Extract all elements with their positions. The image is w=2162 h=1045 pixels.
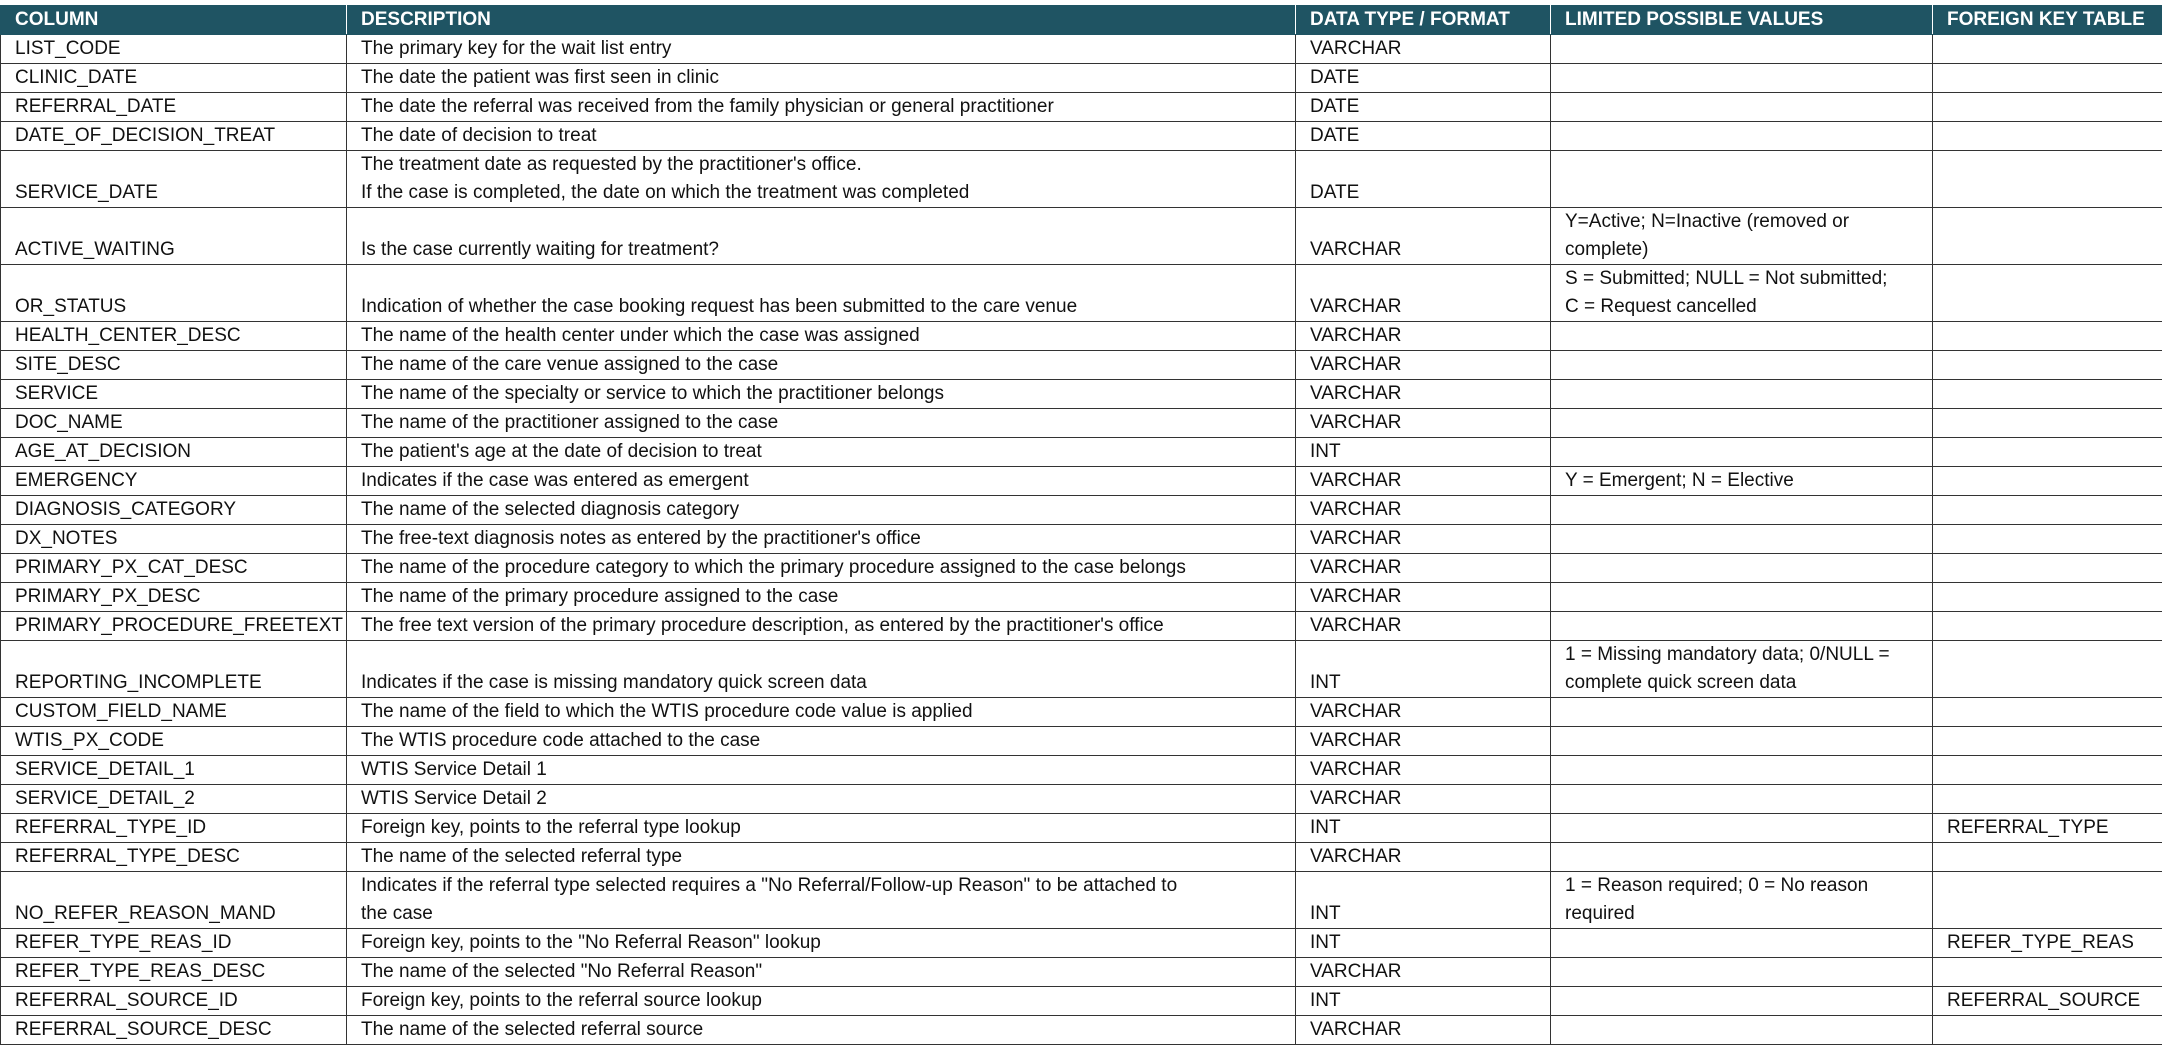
cell-column: WTIS_PX_CODE	[1, 727, 347, 756]
table-row	[1, 151, 2162, 208]
cell-description-line: The date the patient was first seen in clinic	[361, 64, 1289, 92]
cell-data-type: VARCHAR	[1296, 265, 1551, 322]
header-limited-values: LIMITED POSSIBLE VALUES	[1551, 6, 1933, 35]
cell-description	[347, 1016, 1296, 1045]
table-body	[1, 35, 2162, 1045]
cell-data-type: VARCHAR	[1296, 612, 1551, 641]
table-row	[1, 843, 2162, 872]
cell-foreign-key	[1933, 208, 2162, 265]
cell-foreign-key	[1933, 756, 2162, 785]
cell-description-line: The free text version of the primary procedure description, as entered by the practitioner's office	[361, 612, 1289, 640]
cell-foreign-key	[1933, 265, 2162, 322]
data-dictionary-table	[0, 5, 2162, 1045]
cell-description-line: If the case is completed, the date on which the treatment was completed	[361, 179, 1289, 207]
cell-description	[347, 525, 1296, 554]
cell-column: ACTIVE_WAITING	[1, 208, 347, 265]
cell-column: OR_STATUS	[1, 265, 347, 322]
cell-foreign-key	[1933, 785, 2162, 814]
cell-limited-values	[1551, 467, 1933, 496]
cell-description	[347, 380, 1296, 409]
cell-column: AGE_AT_DECISION	[1, 438, 347, 467]
cell-description-line: The name of the field to which the WTIS procedure code value is applied	[361, 698, 1289, 726]
cell-description-line: The name of the primary procedure assigned to the case	[361, 583, 1289, 611]
cell-foreign-key	[1933, 612, 2162, 641]
table-row	[1, 64, 2162, 93]
cell-column: SERVICE	[1, 380, 347, 409]
cell-limited-values	[1551, 872, 1933, 929]
cell-description-line: The name of the procedure category to which the primary procedure assigned to the case belongs	[361, 554, 1289, 582]
cell-limited-values	[1551, 641, 1933, 698]
cell-description-line: The patient's age at the date of decision to treat	[361, 438, 1289, 466]
cell-description	[347, 756, 1296, 785]
cell-data-type: VARCHAR	[1296, 35, 1551, 64]
cell-foreign-key	[1933, 322, 2162, 351]
cell-limited-values-line: required	[1565, 900, 1926, 928]
cell-limited-values	[1551, 756, 1933, 785]
cell-foreign-key: REFERRAL_TYPE	[1933, 814, 2162, 843]
cell-limited-values	[1551, 814, 1933, 843]
cell-limited-values	[1551, 612, 1933, 641]
cell-limited-values	[1551, 93, 1933, 122]
cell-description	[347, 612, 1296, 641]
cell-data-type: VARCHAR	[1296, 756, 1551, 785]
cell-foreign-key	[1933, 958, 2162, 987]
header-column: COLUMN	[1, 6, 347, 35]
cell-foreign-key	[1933, 698, 2162, 727]
cell-foreign-key: REFER_TYPE_REAS	[1933, 929, 2162, 958]
cell-limited-values-line: C = Request cancelled	[1565, 293, 1926, 321]
cell-data-type: VARCHAR	[1296, 409, 1551, 438]
cell-column: DIAGNOSIS_CATEGORY	[1, 496, 347, 525]
cell-description-line: The name of the selected diagnosis category	[361, 496, 1289, 524]
cell-description-line: The name of the practitioner assigned to the case	[361, 409, 1289, 437]
cell-limited-values	[1551, 929, 1933, 958]
cell-column: DX_NOTES	[1, 525, 347, 554]
table-row	[1, 351, 2162, 380]
cell-data-type: DATE	[1296, 151, 1551, 208]
cell-column: SERVICE_DETAIL_2	[1, 785, 347, 814]
cell-column: NO_REFER_REASON_MAND	[1, 872, 347, 929]
table-row	[1, 641, 2162, 698]
cell-description	[347, 554, 1296, 583]
cell-limited-values	[1551, 727, 1933, 756]
cell-foreign-key	[1933, 525, 2162, 554]
table-row	[1, 814, 2162, 843]
cell-data-type: INT	[1296, 872, 1551, 929]
cell-data-type: INT	[1296, 929, 1551, 958]
cell-foreign-key	[1933, 380, 2162, 409]
cell-column: PRIMARY_PROCEDURE_FREETEXT	[1, 612, 347, 641]
cell-data-type: VARCHAR	[1296, 380, 1551, 409]
cell-column: REFERRAL_TYPE_ID	[1, 814, 347, 843]
cell-limited-values	[1551, 122, 1933, 151]
cell-description	[347, 322, 1296, 351]
cell-foreign-key	[1933, 64, 2162, 93]
cell-limited-values	[1551, 409, 1933, 438]
cell-description	[347, 208, 1296, 265]
table-row	[1, 987, 2162, 1016]
cell-limited-values	[1551, 322, 1933, 351]
cell-data-type: VARCHAR	[1296, 554, 1551, 583]
cell-foreign-key	[1933, 351, 2162, 380]
cell-description-line: Indicates if the case is missing mandatory quick screen data	[361, 669, 1289, 697]
cell-data-type: VARCHAR	[1296, 727, 1551, 756]
cell-limited-values	[1551, 958, 1933, 987]
cell-column: PRIMARY_PX_DESC	[1, 583, 347, 612]
cell-description	[347, 929, 1296, 958]
cell-foreign-key	[1933, 496, 2162, 525]
cell-description-line: Indicates if the referral type selected requires a "No Referral/Follow-up Reason" to be attached to	[361, 872, 1289, 900]
cell-column: SERVICE_DATE	[1, 151, 347, 208]
cell-foreign-key: REFERRAL_SOURCE	[1933, 987, 2162, 1016]
table-row	[1, 554, 2162, 583]
cell-limited-values-line: Y=Active; N=Inactive (removed or	[1565, 208, 1926, 236]
table-row	[1, 756, 2162, 785]
cell-data-type: INT	[1296, 814, 1551, 843]
cell-data-type: VARCHAR	[1296, 583, 1551, 612]
cell-data-type: VARCHAR	[1296, 525, 1551, 554]
cell-limited-values	[1551, 35, 1933, 64]
cell-data-type: VARCHAR	[1296, 1016, 1551, 1045]
cell-foreign-key	[1933, 467, 2162, 496]
cell-foreign-key	[1933, 122, 2162, 151]
cell-limited-values	[1551, 785, 1933, 814]
cell-limited-values-line: S = Submitted; NULL = Not submitted;	[1565, 265, 1926, 293]
cell-limited-values	[1551, 554, 1933, 583]
cell-foreign-key	[1933, 554, 2162, 583]
cell-description-line: The date the referral was received from the family physician or general practitioner	[361, 93, 1289, 121]
header-description: DESCRIPTION	[347, 6, 1296, 35]
data-dictionary	[0, 5, 2162, 1045]
cell-column: EMERGENCY	[1, 467, 347, 496]
cell-description-line: Is the case currently waiting for treatment?	[361, 236, 1289, 264]
table-row	[1, 612, 2162, 641]
cell-description-line: Indication of whether the case booking request has been submitted to the care venue	[361, 293, 1289, 321]
cell-description-line: WTIS Service Detail 2	[361, 785, 1289, 813]
cell-limited-values	[1551, 987, 1933, 1016]
table-row	[1, 496, 2162, 525]
cell-description-line: The treatment date as requested by the practitioner's office.	[361, 151, 1289, 179]
cell-limited-values	[1551, 380, 1933, 409]
cell-description	[347, 727, 1296, 756]
cell-foreign-key	[1933, 409, 2162, 438]
cell-foreign-key	[1933, 872, 2162, 929]
cell-description	[347, 843, 1296, 872]
table-row	[1, 265, 2162, 322]
table-row	[1, 785, 2162, 814]
cell-description-line: The WTIS procedure code attached to the case	[361, 727, 1289, 755]
cell-data-type: INT	[1296, 987, 1551, 1016]
cell-description-line: Foreign key, points to the referral source lookup	[361, 987, 1289, 1015]
cell-data-type: VARCHAR	[1296, 843, 1551, 872]
cell-data-type: VARCHAR	[1296, 958, 1551, 987]
cell-foreign-key	[1933, 438, 2162, 467]
header-foreign-key: FOREIGN KEY TABLE	[1933, 6, 2162, 35]
cell-limited-values-line: complete quick screen data	[1565, 669, 1926, 697]
cell-limited-values	[1551, 525, 1933, 554]
cell-description-line: Foreign key, points to the referral type lookup	[361, 814, 1289, 842]
cell-column: HEALTH_CENTER_DESC	[1, 322, 347, 351]
cell-limited-values	[1551, 496, 1933, 525]
cell-data-type: DATE	[1296, 64, 1551, 93]
cell-column: DATE_OF_DECISION_TREAT	[1, 122, 347, 151]
cell-limited-values	[1551, 1016, 1933, 1045]
cell-column: REFERRAL_DATE	[1, 93, 347, 122]
cell-description-line: The name of the care venue assigned to the case	[361, 351, 1289, 379]
cell-column: REFER_TYPE_REAS_DESC	[1, 958, 347, 987]
cell-description	[347, 438, 1296, 467]
table-row	[1, 322, 2162, 351]
cell-foreign-key	[1933, 843, 2162, 872]
cell-column: REPORTING_INCOMPLETE	[1, 641, 347, 698]
cell-description	[347, 641, 1296, 698]
cell-description-line: The name of the specialty or service to which the practitioner belongs	[361, 380, 1289, 408]
table-row	[1, 380, 2162, 409]
cell-data-type: INT	[1296, 438, 1551, 467]
cell-column: REFERRAL_TYPE_DESC	[1, 843, 347, 872]
cell-description	[347, 987, 1296, 1016]
cell-foreign-key	[1933, 35, 2162, 64]
cell-description	[347, 814, 1296, 843]
cell-description-line: Indicates if the case was entered as emergent	[361, 467, 1289, 495]
cell-limited-values	[1551, 265, 1933, 322]
table-row	[1, 727, 2162, 756]
cell-description-line: The name of the selected "No Referral Reason"	[361, 958, 1289, 986]
cell-column: REFERRAL_SOURCE_ID	[1, 987, 347, 1016]
cell-foreign-key	[1933, 1016, 2162, 1045]
cell-limited-values	[1551, 583, 1933, 612]
cell-column: PRIMARY_PX_CAT_DESC	[1, 554, 347, 583]
table-row	[1, 958, 2162, 987]
cell-limited-values-line: complete)	[1565, 236, 1926, 264]
cell-description	[347, 467, 1296, 496]
cell-limited-values	[1551, 351, 1933, 380]
table-row	[1, 698, 2162, 727]
cell-foreign-key	[1933, 583, 2162, 612]
cell-description	[347, 698, 1296, 727]
cell-data-type: VARCHAR	[1296, 496, 1551, 525]
cell-limited-values	[1551, 64, 1933, 93]
cell-description	[347, 583, 1296, 612]
cell-column: CLINIC_DATE	[1, 64, 347, 93]
cell-description-line: The free-text diagnosis notes as entered by the practitioner's office	[361, 525, 1289, 553]
cell-description	[347, 93, 1296, 122]
cell-limited-values-line: 1 = Reason required; 0 = No reason	[1565, 872, 1926, 900]
cell-data-type: VARCHAR	[1296, 351, 1551, 380]
header-row	[1, 6, 2162, 35]
table-row	[1, 208, 2162, 265]
table-row	[1, 122, 2162, 151]
cell-column: REFER_TYPE_REAS_ID	[1, 929, 347, 958]
cell-column: SERVICE_DETAIL_1	[1, 756, 347, 785]
cell-description	[347, 122, 1296, 151]
cell-description-line: WTIS Service Detail 1	[361, 756, 1289, 784]
cell-foreign-key	[1933, 641, 2162, 698]
cell-limited-values-line: Y = Emergent; N = Elective	[1565, 467, 1926, 495]
table-row	[1, 93, 2162, 122]
cell-limited-values	[1551, 208, 1933, 265]
cell-data-type: VARCHAR	[1296, 322, 1551, 351]
cell-description	[347, 351, 1296, 380]
table-row	[1, 438, 2162, 467]
cell-data-type: INT	[1296, 641, 1551, 698]
cell-description	[347, 265, 1296, 322]
table-row	[1, 525, 2162, 554]
table-row	[1, 1016, 2162, 1045]
cell-data-type: VARCHAR	[1296, 785, 1551, 814]
cell-description	[347, 872, 1296, 929]
cell-limited-values	[1551, 843, 1933, 872]
cell-column: CUSTOM_FIELD_NAME	[1, 698, 347, 727]
cell-description	[347, 64, 1296, 93]
cell-description	[347, 958, 1296, 987]
table-row	[1, 409, 2162, 438]
cell-description	[347, 785, 1296, 814]
cell-data-type: VARCHAR	[1296, 698, 1551, 727]
table-row	[1, 35, 2162, 64]
cell-column: DOC_NAME	[1, 409, 347, 438]
cell-column: SITE_DESC	[1, 351, 347, 380]
cell-description-line: The date of decision to treat	[361, 122, 1289, 150]
cell-description-line: The primary key for the wait list entry	[361, 35, 1289, 63]
cell-limited-values	[1551, 438, 1933, 467]
cell-foreign-key	[1933, 93, 2162, 122]
table-row	[1, 467, 2162, 496]
cell-limited-values	[1551, 151, 1933, 208]
cell-description-line: Foreign key, points to the "No Referral Reason" lookup	[361, 929, 1289, 957]
cell-limited-values	[1551, 698, 1933, 727]
cell-data-type: VARCHAR	[1296, 208, 1551, 265]
table-row	[1, 929, 2162, 958]
table-row	[1, 583, 2162, 612]
header-data-type: DATA TYPE / FORMAT	[1296, 6, 1551, 35]
cell-description-line: The name of the selected referral source	[361, 1016, 1289, 1044]
cell-description-line: the case	[361, 900, 1289, 928]
cell-foreign-key	[1933, 727, 2162, 756]
cell-column: REFERRAL_SOURCE_DESC	[1, 1016, 347, 1045]
cell-data-type: VARCHAR	[1296, 467, 1551, 496]
cell-column: LIST_CODE	[1, 35, 347, 64]
cell-description	[347, 35, 1296, 64]
cell-description-line: The name of the health center under which the case was assigned	[361, 322, 1289, 350]
cell-description	[347, 151, 1296, 208]
cell-description-line: The name of the selected referral type	[361, 843, 1289, 871]
cell-description	[347, 496, 1296, 525]
cell-description	[347, 409, 1296, 438]
cell-foreign-key	[1933, 151, 2162, 208]
cell-data-type: DATE	[1296, 93, 1551, 122]
cell-data-type: DATE	[1296, 122, 1551, 151]
table-row	[1, 872, 2162, 929]
cell-limited-values-line: 1 = Missing mandatory data; 0/NULL =	[1565, 641, 1926, 669]
